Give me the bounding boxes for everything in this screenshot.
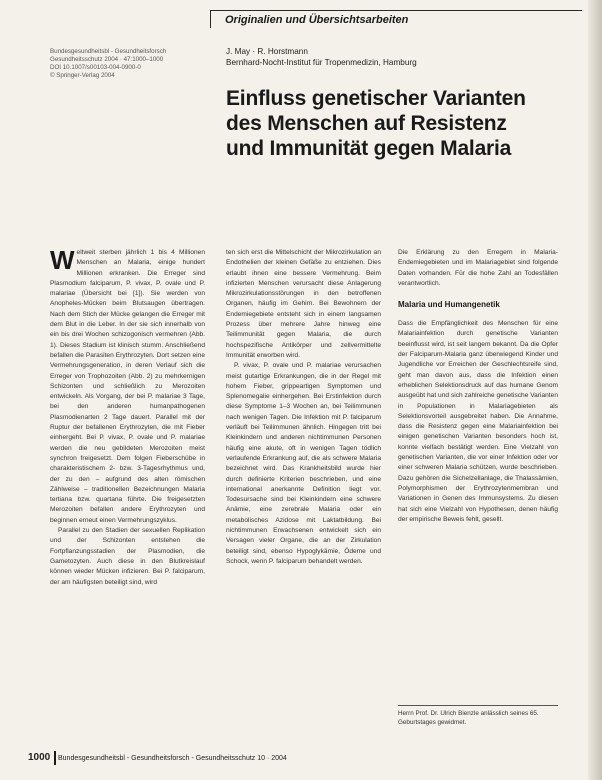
- paragraph: ten sich erst die Mittelschicht der Mikrozirkulation an Endothelien der kleinen Gefäße zu entziehen. Dies erlaubt ihnen eine bessere Vermehrung. Beim infizierten Menschen verursacht diese Anlagerung Mikrozirkulationsstörungen in den betroffenen Organen, häufig im Gehirn. Bei Bewohnern der Endemiegebiete entsteht sich in einem langsamen Prozess über mehrere Jahre hinweg eine Teilimmunität gegen Malaria, die durch hochspezifische Antikörper und zellvermittelte Immunität erworben wird.: [226, 249, 381, 359]
- journal-citation: Bundesgesundheitsbl - Gesundheitsforsch - Gesundheitsschutz 10 · 2004: [58, 755, 287, 762]
- paragraph: [50, 245, 205, 526]
- meta-line: DOI 10.1007/s00103-004-0900-0: [50, 64, 141, 71]
- title-line: Einfluss genetischer Varianten: [226, 87, 526, 110]
- title-line: und Immunität gegen Malaria: [226, 137, 512, 160]
- author-block: [226, 46, 417, 68]
- publication-meta: [50, 48, 220, 80]
- authors: J. May · R. Horstmann: [226, 47, 308, 56]
- drop-cap: W: [50, 245, 75, 275]
- page-number: 1000: [28, 751, 56, 765]
- meta-line: Bundesgesundheitsbl - Gesundheitsforsch: [50, 48, 167, 55]
- paragraph-text: eltweit sterben jährlich 1 bis 4 Millionen Menschen an Malaria, einige hundert Millionen erkranken. Die Erreger sind Plasmodium falciparum, P. vivax, P. ovale und P. malariae (Übersicht bei [1]). Sie werden von Anopheles-Mücken beim Blutsaugen übertragen. Nach dem Stich der Mücke gelangen die Erreger mit dem Blut in die Leber. In der sie sich innerhalb von ein bis drei Wochen schizogonisch vermehren (Abb. 1). Dieses Stadium ist klinisch stumm. Anschließend befallen die Parasiten Erythrozyten. Dort setzen eine Vermehrungsgeneration, in deren Verlauf sich die Erreger von Trophozoiten (Abb. 2) zu mehrkernigen Schizonten und schließlich zu Merozoiten entwickeln. Als Vorgang, der bei P. malariae 3 Tage, bei den anderen humanpathogenen Plasmodienarten 2 Tage dauert. Parallel mit der Ruptur der befallenen Erythrozyten, die mit Fieber einhergeht. Bei P. vivax, P. ovale und P. malariae werden die neu gebildeten Merozoiten meist synchron freigesetzt. Dem folgen Fieberschübe in charakteristischem 2- bzw. 3-Tagesrhythmus und, der zu den – aufgrund des alten römischen Zählweise – traditionellen Bezeichnungen Malaria tertiana bzw. quartana führte. Die freigesetzten Merozoiten befallen andere Erythrozyten und beginnen erneut einen Vermehrungszyklus.: [50, 249, 205, 524]
- paragraph: Parallel zu den Stadien der sexuellen Replikation und der Schizonten entstehen die Fortpflanzungsstadien der Plasmodien, die Gametozyten. Auch diese in den Blutkreislauf können wieder Mücken infizieren. Bei P. falciparum, der am häufigsten beteiligt sind, wird: [50, 527, 205, 586]
- section-header: Originalien und Übersichtsarbeiten: [210, 10, 582, 28]
- meta-line: Gesundheitsschutz 2004 · 47:1000–1000: [50, 56, 164, 63]
- affiliation: Bernhard-Nocht-Institut für Tropenmedizin, Hamburg: [226, 58, 417, 67]
- dedication-footnote: Herrn Prof. Dr. Ulrich Bienzle anlässlich seines 65. Geburtstages gewidmet.: [398, 705, 558, 727]
- paragraph: Die Erklärung zu den Erregern in Malaria-Endemiegebieten und im Malariagebiet sind folgende Daten vorhanden. Für die hohe Zahl an Todesfällen verantwortlich.: [398, 249, 558, 287]
- text-column-2: [226, 248, 381, 567]
- paragraph: P. vivax, P. ovale und P. malariae verursachen meist gutartige Erkrankungen, die in der Regel mit hohem Fieber, grippeartigen Symptomen und Splenomegalie einhergehen. Bei Erstinfektion durch diese Symptome 1–3 Wochen an, bei Teilimmunen nach wenigen Tagen. Die Infektion mit P. falciparum verläuft bei Teilimmunen ähnlich. Hingegen tritt bei Kleinkindern und anderen nichtimmunen Personen häufig eine akute, oft in wenigen Tagen tödlich verlaufende Erkrankung auf, die als schwere Malaria bezeichnet wird. Das Krankheitsbild wurde hier durch definierte Kriterien beschrieben, und eine international anerkannte Definition liegt vor. Todesursache sind bei Kleinkindern eine schwere Anämie, eine zerebrale Malaria oder ein metabolisches Azidose mit Laktatbildung. Bei nichtimmunen Erwachsenen entwickelt sich ein Versagen vieler Organe, die an der Zirkulation beteiligt sind, ebenso Hypoglykämie, Ödeme und Schock, wenn P. falciparum behandelt werden.: [226, 362, 381, 565]
- meta-line: © Springer-Verlag 2004: [50, 72, 115, 79]
- title-line: des Menschen auf Resistenz: [226, 112, 507, 135]
- text-column-3: [398, 248, 558, 525]
- page-footer: [28, 752, 568, 766]
- text-column-1: [50, 245, 205, 588]
- section-subheading: Malaria und Humangenetik: [398, 300, 500, 310]
- article-title: [226, 86, 586, 161]
- scan-edge-shadow: [588, 0, 602, 780]
- paragraph: Dass die Empfänglichkeit des Menschen für eine Malariainfektion durch genetische Varianten beeinflusst wird, ist seit langem bekannt. Da die Opfer der Falciparum-Malaria ganz überwiegend Kinder und Jugendliche vor Erreichen der Geschlechtsreife sind, geht man davon aus, dass die Infektion einen erheblichen Selektionsdruck auf das humane Genom ausgeübt hat und sich zahlreiche genetische Varianten in Populationen in Malariagebieten als Selektionsvorteil ausgebreitet haben. Die Annahme, dass die Resistenz gegen eine Malariainfektion bei einigen genetischen Varianten besonders hoch ist, konnte vielfach bestätigt werden. Eine Vielzahl von genetischen Varianten, die vor einer Infektion oder vor einer schweren Malaria schützen, wurde beschrieben. Dazu gehören die Sichelzellanlage, die Thalassämien, Polymorphismen der Erythrozytenmembran und Variationen in Genen des Immunsystems. Zu diesen hat sich eine Vielzahl von Hypothesen, denen häufig der empirische Beweis fehlt, gesellt.: [398, 320, 558, 523]
